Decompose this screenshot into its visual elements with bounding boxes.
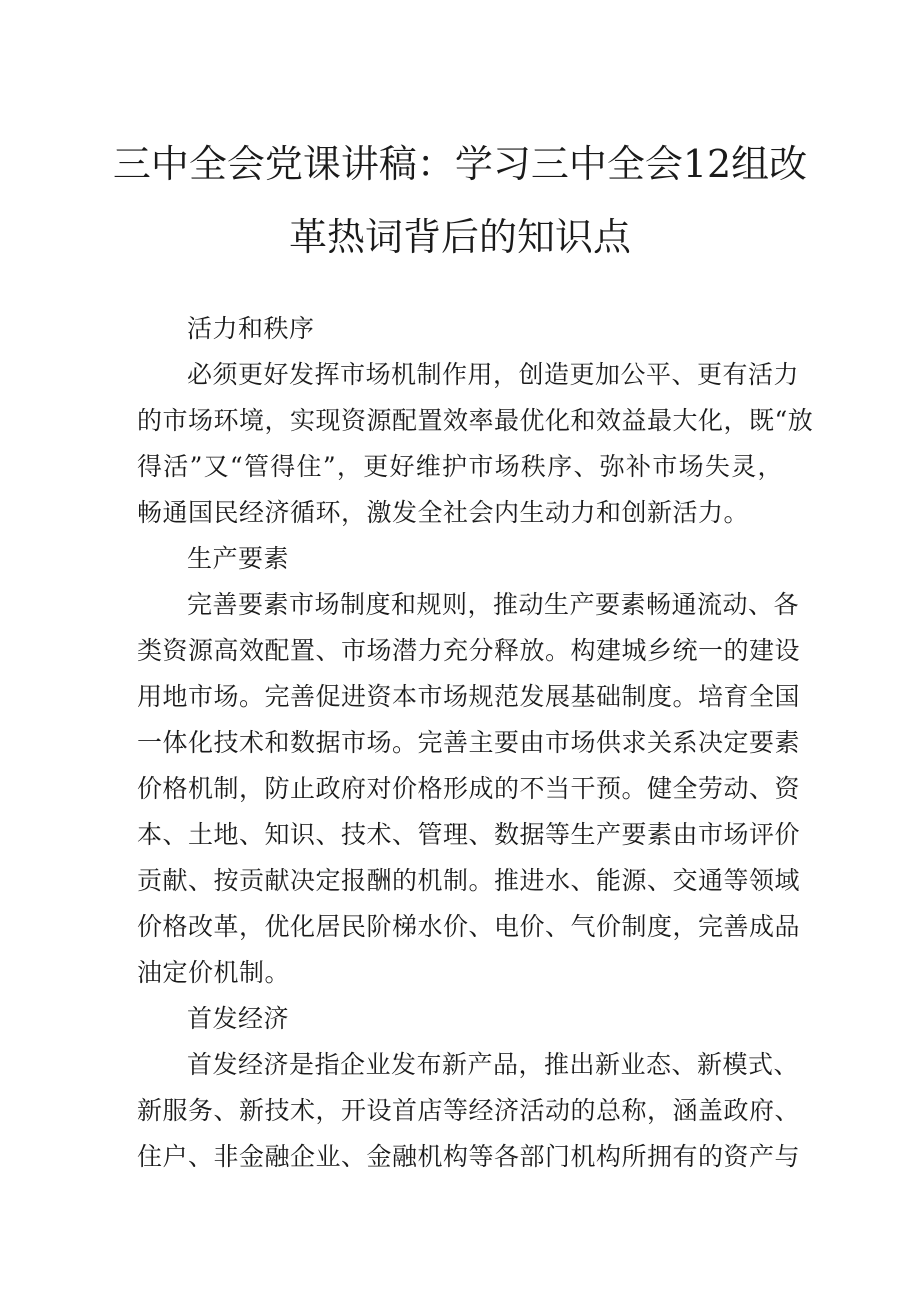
document-title-line-2: 革热词背后的知识点 [288,215,631,259]
section-heading: 首发经济 [187,1004,290,1033]
paragraph-line: 得活”又“管得住”，更好维护市场秩序、弥补市场失灵， [137,452,783,481]
paragraph-line: 贡献、按贡献决定报酬的机制。推进水、能源、交通等领域 [137,866,801,895]
paragraph-line: 价格机制，防止政府对价格形成的不当干预。健全劳动、资 [137,774,801,803]
paragraph-line: 一体化技术和数据市场。完善主要由市场供求关系决定要素 [137,728,801,757]
section-heading: 生产要素 [187,544,290,573]
document-title-line-1: 三中全会党课讲稿：学习三中全会12组改 [112,142,808,186]
paragraph-line: 本、土地、知识、技术、管理、数据等生产要素由市场评价 [137,820,801,849]
paragraph-line: 价格改革，优化居民阶梯水价、电价、气价制度，完善成品 [137,912,801,941]
paragraph-first-line: 首发经济是指企业发布新产品，推出新业态、新模式、 [187,1050,800,1079]
paragraph-line: 用地市场。完善促进资本市场规范发展基础制度。培育全国 [137,682,801,711]
paragraph-last-line: 畅通国民经济循环，激发全社会内生动力和创新活力。 [137,498,750,527]
paragraph-line: 住户、非金融企业、金融机构等各部门机构所拥有的资产与 [137,1142,801,1171]
section-heading: 活力和秩序 [187,314,315,343]
paragraph-line: 的市场环境，实现资源配置效率最优化和效益最大化，既“放 [137,406,814,435]
paragraph-line: 新服务、新技术，开设首店等经济活动的总称，涵盖政府、 [137,1096,801,1125]
paragraph-first-line: 完善要素市场制度和规则，推动生产要素畅通流动、各 [187,590,800,619]
document-body [137,306,814,1180]
paragraph-first-line: 必须更好发挥市场机制作用，创造更加公平、更有活力 [187,360,800,389]
paragraph-last-line: 油定价机制。 [137,958,291,987]
paragraph-line: 类资源高效配置、市场潜力充分释放。构建城乡统一的建设 [137,636,801,665]
